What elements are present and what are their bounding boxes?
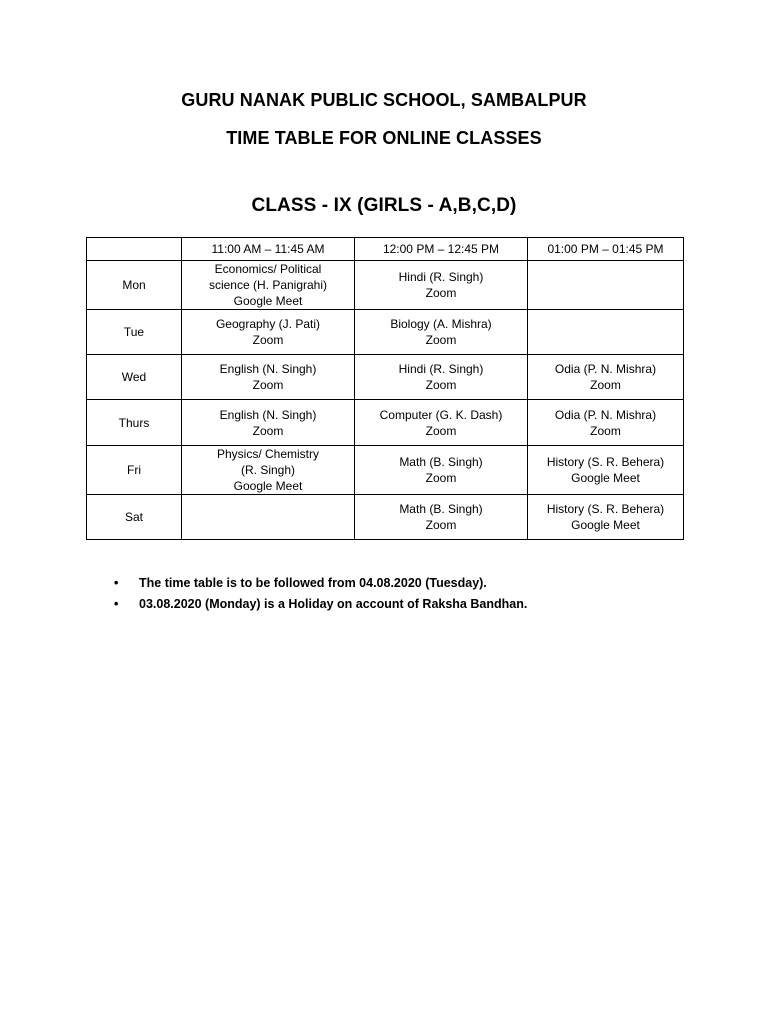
empty-cell (528, 261, 684, 310)
header-row (87, 238, 684, 261)
cell-line: Hindi (R. Singh) (398, 362, 484, 376)
day-cell: Fri (87, 446, 182, 495)
empty-cell (528, 310, 684, 355)
cell-line: Zoom (425, 471, 457, 485)
class-cell (355, 355, 528, 400)
timetable-title: TIME TABLE FOR ONLINE CLASSES (226, 128, 542, 148)
note-item (114, 573, 527, 594)
table-row (87, 495, 684, 540)
cell-line: Zoom (425, 423, 457, 438)
cell-line: Odia (P. N. Mishra) (554, 407, 657, 422)
note-text: The time table is to be followed from 04.08.2020 (Tuesday). (139, 576, 487, 590)
header-cell-slot-3: 01:00 PM – 01:45 PM (528, 238, 684, 261)
notes-list (114, 573, 527, 615)
cell-line: English (N. Singh) (219, 407, 317, 422)
cell-line: Hindi (R. Singh) (398, 270, 484, 284)
cell-line: History (S. R. Behera) (546, 502, 665, 516)
table-row (87, 261, 684, 310)
bullet-icon: • (114, 597, 119, 611)
cell-line: (R. Singh) (240, 463, 296, 477)
cell-line: Computer (G. K. Dash) (379, 407, 503, 422)
class-cell (528, 400, 684, 446)
cell-line: Zoom (425, 286, 457, 300)
class-cell (182, 400, 355, 446)
class-cell (182, 355, 355, 400)
cell-line: Math (B. Singh) (399, 455, 483, 469)
day-cell: Thurs (87, 400, 182, 446)
table-row (87, 400, 684, 446)
cell-line: Physics/ Chemistry (216, 447, 320, 461)
cell-line: Zoom (425, 378, 457, 392)
note-item (114, 594, 527, 615)
class-cell (355, 446, 528, 495)
day-cell: Tue (87, 310, 182, 355)
class-cell (355, 495, 528, 540)
cell-line: Google Meet (233, 294, 303, 308)
cell-line: Zoom (590, 378, 621, 392)
class-cell (182, 261, 355, 310)
class-cell (528, 355, 684, 400)
table-row (87, 446, 684, 495)
class-cell (355, 261, 528, 310)
class-cell (528, 495, 684, 540)
cell-line: Math (B. Singh) (399, 502, 483, 516)
cell-line: Zoom (252, 378, 284, 392)
header-cell-slot-1: 11:00 AM – 11:45 AM (182, 238, 355, 261)
cell-line: Zoom (590, 423, 621, 438)
cell-line: Zoom (252, 423, 284, 438)
timetable (86, 237, 684, 540)
cell-line: Google Meet (233, 479, 303, 493)
table-row (87, 355, 684, 400)
cell-line: History (S. R. Behera) (546, 455, 665, 469)
day-cell: Wed (87, 355, 182, 400)
day-cell: Sat (87, 495, 182, 540)
class-cell (355, 310, 528, 355)
header-cell-slot-2: 12:00 PM – 12:45 PM (355, 238, 528, 261)
table-row (87, 310, 684, 355)
cell-line: Zoom (425, 518, 457, 532)
cell-line: science (H. Panigrahi) (208, 278, 328, 292)
class-title: CLASS - IX (GIRLS - A,B,C,D) (251, 195, 517, 216)
cell-line: Economics/ Political (214, 262, 322, 276)
cell-line: Zoom (425, 333, 457, 347)
class-cell (528, 446, 684, 495)
cell-line: Zoom (252, 333, 284, 347)
day-cell: Mon (87, 261, 182, 310)
class-cell (182, 446, 355, 495)
class-cell (182, 310, 355, 355)
bullet-icon: • (114, 576, 119, 590)
note-text: 03.08.2020 (Monday) is a Holiday on account of Raksha Bandhan. (139, 597, 528, 611)
cell-line: Google Meet (571, 518, 640, 532)
class-cell (355, 400, 528, 446)
header-cell-blank (87, 238, 182, 261)
cell-line: Google Meet (571, 471, 640, 485)
empty-cell (182, 495, 355, 540)
cell-line: English (N. Singh) (219, 362, 317, 376)
cell-line: Odia (P. N. Mishra) (554, 362, 657, 376)
cell-line: Biology (A. Mishra) (390, 317, 492, 331)
school-name: GURU NANAK PUBLIC SCHOOL, SAMBALPUR (181, 90, 587, 110)
cell-line: Geography (J. Pati) (215, 317, 321, 331)
